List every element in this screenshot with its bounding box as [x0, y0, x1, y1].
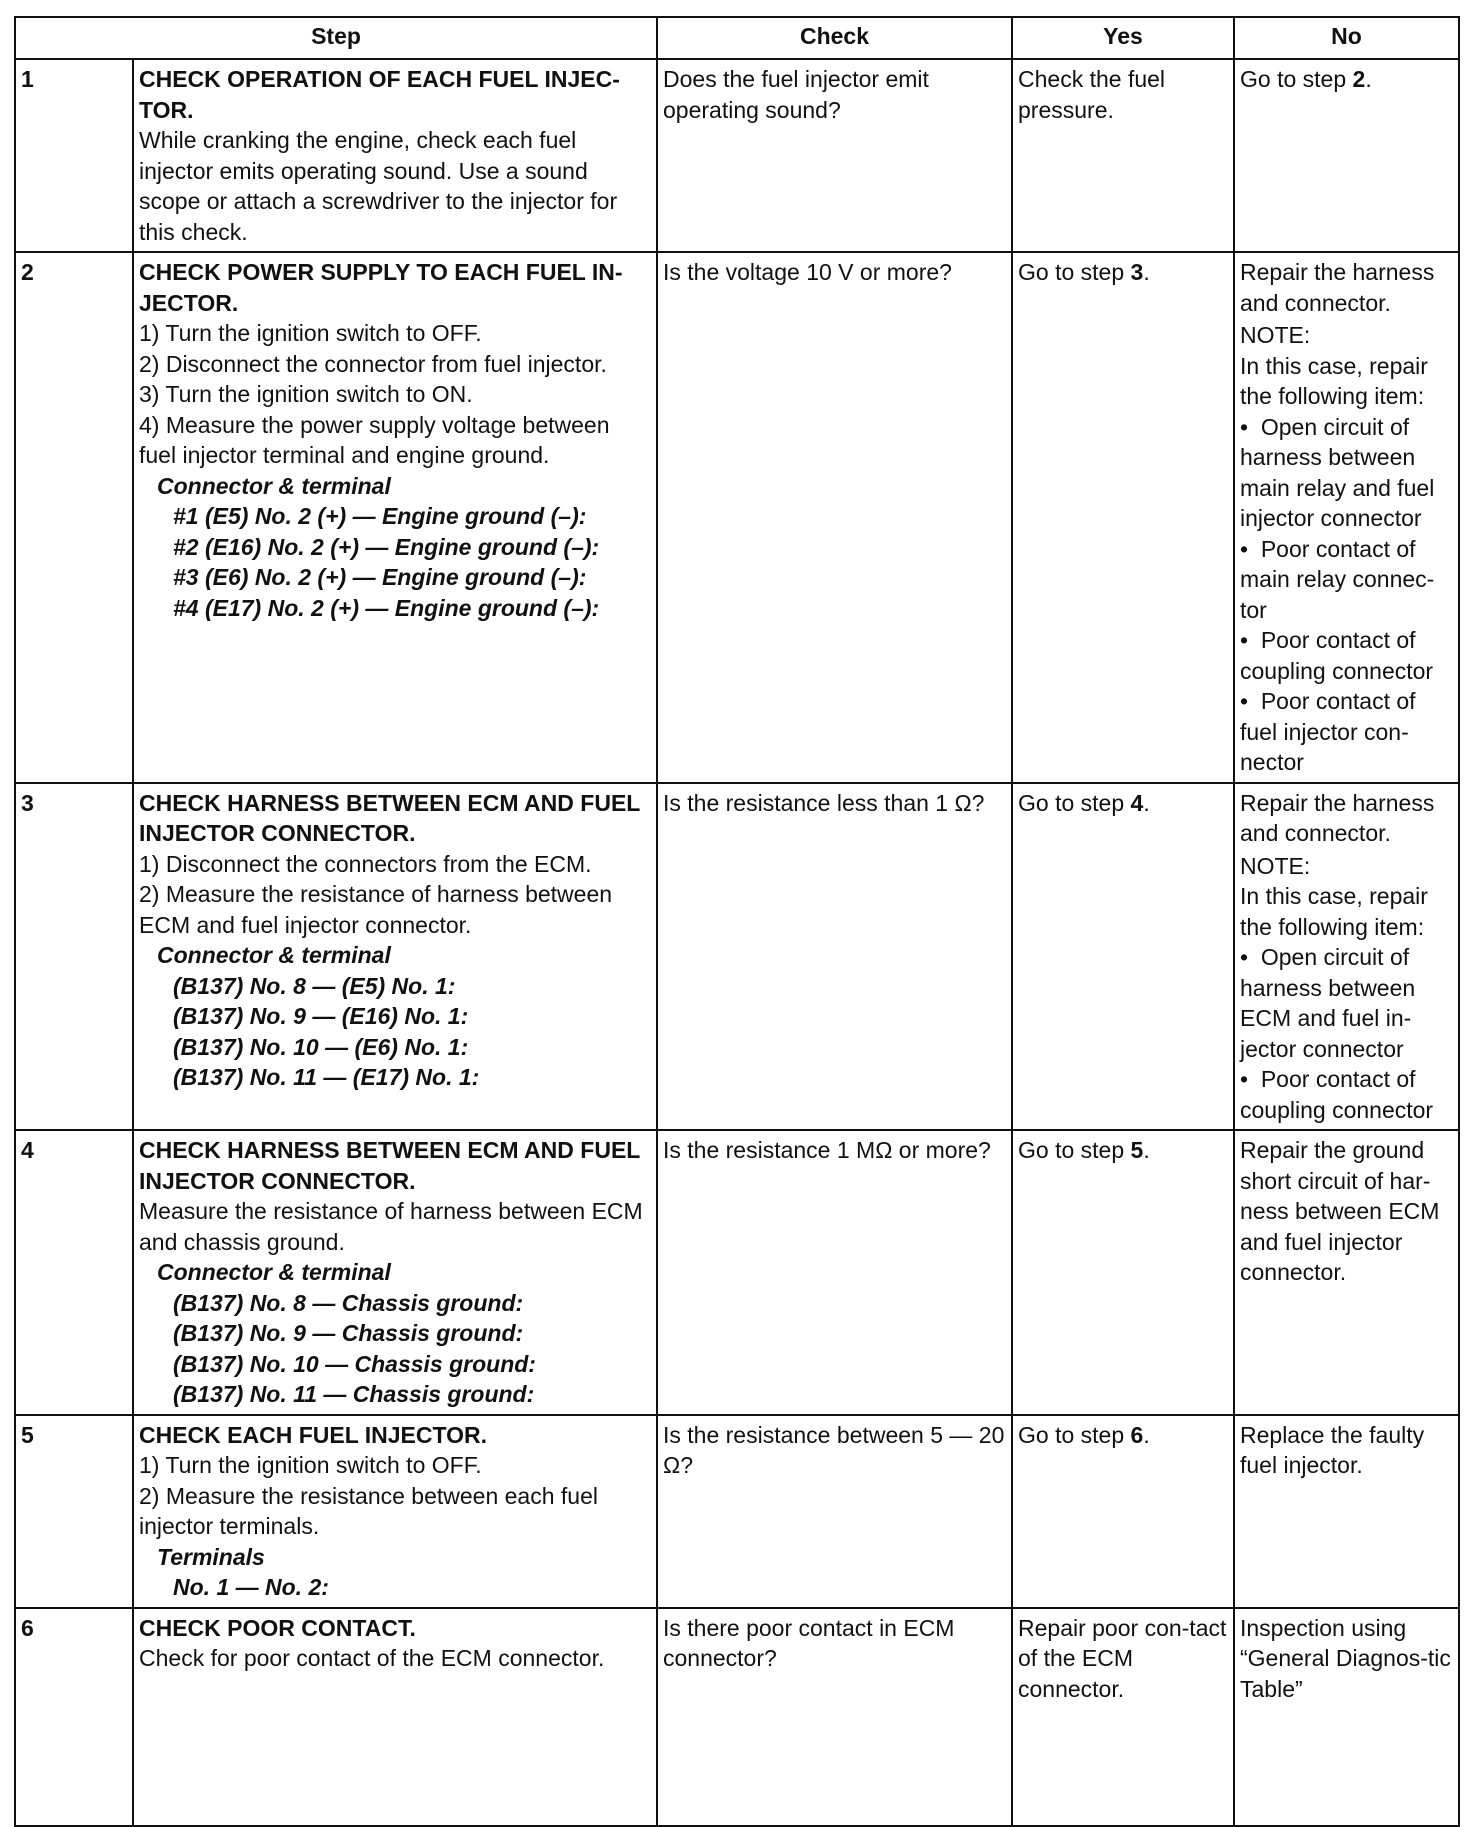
header-yes: Yes [1012, 17, 1234, 59]
yes-step-ref: 3 [1130, 259, 1144, 285]
no-cell [1234, 59, 1459, 252]
yes-prefix: Go to step [1018, 1137, 1131, 1163]
yes-step-ref: 6 [1130, 1421, 1144, 1448]
yes-suffix: . [1143, 789, 1150, 816]
step-cell [133, 1608, 657, 1826]
step-cell [133, 783, 657, 1131]
step-body: Measure the resistance of harness between ECM and chassis ground. [139, 1198, 643, 1255]
table-row [15, 252, 1459, 783]
yes-cell [1012, 1130, 1234, 1415]
no-cell [1234, 252, 1459, 783]
note-bullet: • Poor contact of main relay connec-tor [1240, 534, 1453, 626]
no-cell: Repair the ground short circuit of har-ness between ECM and fuel injector connector. [1234, 1130, 1459, 1415]
diagnostic-table-container [14, 16, 1458, 1827]
terminal-spec: #3 (E6) No. 2 (+) — Engine ground (–): [173, 564, 587, 590]
step-body: While cranking the engine, check each fuel injector emits operating sound. Use a sound scope or attach a screwdriver to the injector for this check. [139, 127, 618, 245]
step-number: 3 [15, 783, 133, 1131]
step-number: 5 [15, 1415, 133, 1608]
table-row [15, 1130, 1459, 1415]
table-row [15, 1608, 1459, 1826]
check-cell: Is the resistance 1 MΩ or more? [657, 1130, 1012, 1415]
note-text: In this case, repair the following item: [1240, 883, 1428, 940]
no-prefix: Go to step [1240, 66, 1353, 92]
check-cell: Is there poor contact in ECM connector? [657, 1608, 1012, 1826]
note-bullet: • Poor contact of coupling connector [1240, 1064, 1453, 1125]
step-cell [133, 59, 657, 252]
check-cell: Does the fuel injector emit operating sound? [657, 59, 1012, 252]
yes-cell [1012, 252, 1234, 783]
step-number: 6 [15, 1608, 133, 1826]
no-main: Repair the harness and connector. [1240, 789, 1435, 846]
yes-cell: Check the fuel pressure. [1012, 59, 1234, 252]
yes-suffix: . [1143, 259, 1150, 285]
terminal-spec: #4 (E17) No. 2 (+) — Engine ground (–): [173, 594, 600, 621]
step-body: Check for poor contact of the ECM connector. [139, 1645, 605, 1671]
yes-prefix: Go to step [1018, 1421, 1131, 1448]
header-step: Step [15, 17, 657, 59]
terminal-spec: (B137) No. 9 — (E16) No. 1: [173, 1003, 469, 1029]
no-cell: Replace the faulty fuel injector. [1234, 1415, 1459, 1608]
yes-step-ref: 4 [1130, 789, 1144, 816]
step-title: CHECK EACH FUEL INJECTOR. [139, 1421, 488, 1448]
terminal-spec: #1 (E5) No. 2 (+) — Engine ground (–): [173, 503, 587, 529]
no-step-ref: 2 [1352, 66, 1366, 92]
terminal-spec: (B137) No. 9 — Chassis ground: [173, 1320, 524, 1346]
step-cell [133, 1415, 657, 1608]
note-bullet: • Open circuit of harness between ECM and fuel in-jector connector [1240, 942, 1453, 1064]
step-item: 1) Disconnect the connectors from the ECM. [139, 850, 592, 877]
yes-suffix: . [1143, 1137, 1150, 1163]
connector-terminal-heading: Connector & terminal [157, 1259, 391, 1285]
step-cell [133, 1130, 657, 1415]
table-row [15, 59, 1459, 252]
step-cell [133, 252, 657, 783]
yes-step-ref: 5 [1130, 1137, 1144, 1163]
no-cell: Inspection using “General Diagnos-tic Table” [1234, 1608, 1459, 1826]
connector-terminal-heading: Connector & terminal [157, 942, 391, 968]
terminals-heading: Terminals [157, 1543, 265, 1570]
check-cell: Is the resistance less than 1 Ω? [657, 783, 1012, 1131]
step-item: 4) Measure the power supply voltage between fuel injector terminal and engine ground. [139, 411, 610, 468]
connector-terminal-heading: Connector & terminal [157, 472, 391, 499]
step-item: 1) Turn the ignition switch to OFF. [139, 1452, 482, 1478]
yes-prefix: Go to step [1018, 259, 1131, 285]
check-cell: Is the voltage 10 V or more? [657, 252, 1012, 783]
check-cell: Is the resistance between 5 — 20 Ω? [657, 1415, 1012, 1608]
yes-prefix: Go to step [1018, 789, 1131, 816]
step-title: CHECK POWER SUPPLY TO EACH FUEL IN-JECTOR. [139, 259, 623, 316]
step-item: 1) Turn the ignition switch to OFF. [139, 320, 482, 346]
table-row [15, 1415, 1459, 1608]
yes-suffix: . [1143, 1421, 1150, 1448]
header-no: No [1234, 17, 1459, 59]
step-item: 3) Turn the ignition switch to ON. [139, 381, 473, 407]
diagnostic-table [14, 16, 1460, 1827]
step-title: CHECK OPERATION OF EACH FUEL INJEC-TOR. [139, 66, 620, 123]
terminal-spec: No. 1 — No. 2: [173, 1574, 329, 1600]
terminal-spec: (B137) No. 11 — Chassis ground: [173, 1381, 535, 1407]
table-row [15, 783, 1459, 1131]
header-row [15, 17, 1459, 59]
terminal-spec: (B137) No. 10 — Chassis ground: [173, 1350, 536, 1377]
note-bullet: • Poor contact of coupling connector [1240, 625, 1453, 686]
step-title: CHECK HARNESS BETWEEN ECM AND FUEL INJECTOR CONNECTOR. [139, 789, 640, 846]
no-main: Repair the harness and connector. [1240, 259, 1435, 316]
yes-cell [1012, 783, 1234, 1131]
note-label: NOTE: [1240, 322, 1311, 348]
header-check: Check [657, 17, 1012, 59]
terminal-spec: (B137) No. 11 — (E17) No. 1: [173, 1064, 480, 1090]
step-item: 2) Disconnect the connector from fuel injector. [139, 350, 607, 377]
no-suffix: . [1365, 66, 1372, 92]
terminal-spec: (B137) No. 10 — (E6) No. 1: [173, 1033, 469, 1060]
step-item: 2) Measure the resistance between each fuel injector terminals. [139, 1482, 598, 1539]
note-text: In this case, repair the following item: [1240, 352, 1428, 409]
terminal-spec: (B137) No. 8 — Chassis ground: [173, 1289, 524, 1316]
note-bullet: • Open circuit of harness between main relay and fuel injector connector [1240, 412, 1453, 534]
step-number: 2 [15, 252, 133, 783]
step-number: 1 [15, 59, 133, 252]
terminal-spec: #2 (E16) No. 2 (+) — Engine ground (–): [173, 533, 600, 560]
note-bullet: • Poor contact of fuel injector con-nector [1240, 686, 1453, 778]
terminal-spec: (B137) No. 8 — (E5) No. 1: [173, 972, 456, 999]
step-title: CHECK POOR CONTACT. [139, 1614, 416, 1641]
no-cell [1234, 783, 1459, 1131]
yes-cell: Repair poor con-tact of the ECM connector. [1012, 1608, 1234, 1826]
step-title: CHECK HARNESS BETWEEN ECM AND FUEL INJECTOR CONNECTOR. [139, 1137, 640, 1194]
step-item: 2) Measure the resistance of harness between ECM and fuel injector connector. [139, 881, 613, 938]
yes-cell [1012, 1415, 1234, 1608]
note-label: NOTE: [1240, 852, 1311, 879]
step-number: 4 [15, 1130, 133, 1415]
